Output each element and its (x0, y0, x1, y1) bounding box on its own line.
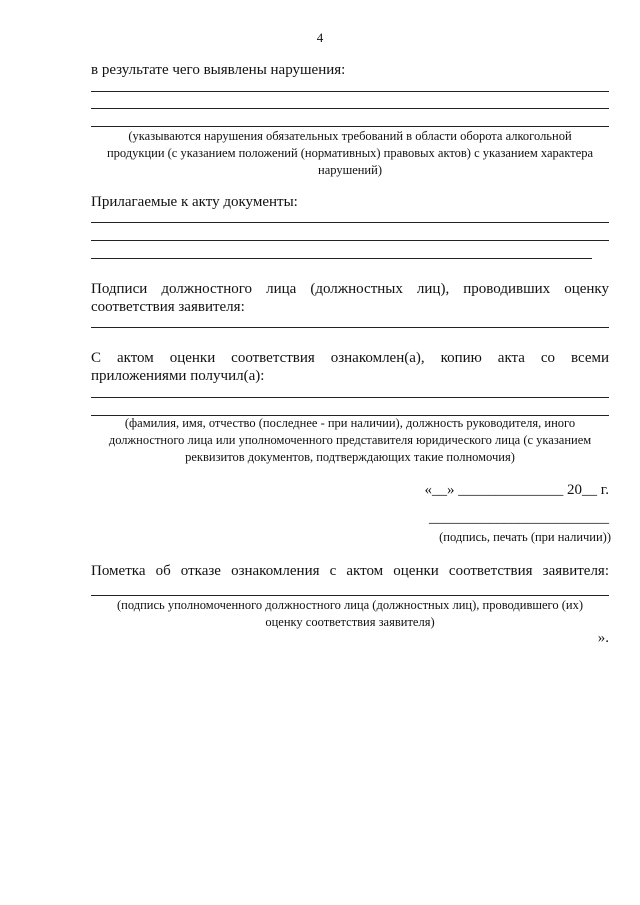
signatures-line2: соответствия заявителя: (91, 299, 245, 315)
violations-lead: в результате чего выявлены нарушения: (91, 62, 346, 78)
acquaintance-line1: С актом оценки соответствия ознакомлен(а), копию акта со всеми (91, 350, 609, 366)
note-line: (фамилия, имя, отчество (последнее - при наличии), должность руководителя, иного (124, 416, 576, 430)
note-line: продукции (с указанием положений (нормативных) правовых актов) с указанием характера (106, 146, 594, 160)
fill-line (91, 327, 609, 328)
acquaintance-line2: приложениями получил(а): (91, 368, 265, 384)
note-line: (указываются нарушения обязательных требований в области оборота алкогольной (128, 129, 572, 143)
date-year: 20__ г. (567, 482, 609, 498)
refusal-note (91, 597, 609, 631)
fill-line (91, 258, 592, 259)
date-month-blank: ______________ (458, 482, 564, 498)
fill-line (91, 108, 609, 109)
note-line: реквизитов документов, подтверждающих такие полномочия) (185, 450, 515, 464)
closing-quote: ». (597, 630, 609, 646)
fill-line (91, 240, 609, 241)
page-number: 4 (316, 30, 324, 45)
note-line: (подпись уполномоченного должностного лица (должностных лиц), проводившего (их) (116, 598, 584, 612)
fill-line (91, 222, 609, 223)
attachments-heading: Прилагаемые к акту документы: (91, 194, 298, 210)
fill-line (91, 595, 609, 596)
fill-line (91, 126, 609, 127)
signatures-line1: Подписи должностного лица (должностных лиц), проводивших оценку (91, 281, 609, 297)
date-line (425, 480, 609, 500)
violations-note (91, 128, 609, 179)
signature-caption: (подпись, печать (при наличии)) (439, 530, 611, 544)
note-line: оценку соответствия заявителя) (265, 615, 435, 629)
refusal-heading: Пометка об отказе ознакомления с актом оценки соответствия заявителя: (91, 563, 609, 579)
fill-line (91, 397, 609, 398)
fill-line (91, 91, 609, 92)
note-line: должностного лица или уполномоченного представителя юридического лица (с указанием (108, 433, 592, 447)
date-day: «__» (424, 482, 455, 498)
acquaintance-note (91, 415, 609, 466)
note-line: нарушений) (318, 163, 382, 177)
signature-line: ________________________ (429, 510, 609, 526)
